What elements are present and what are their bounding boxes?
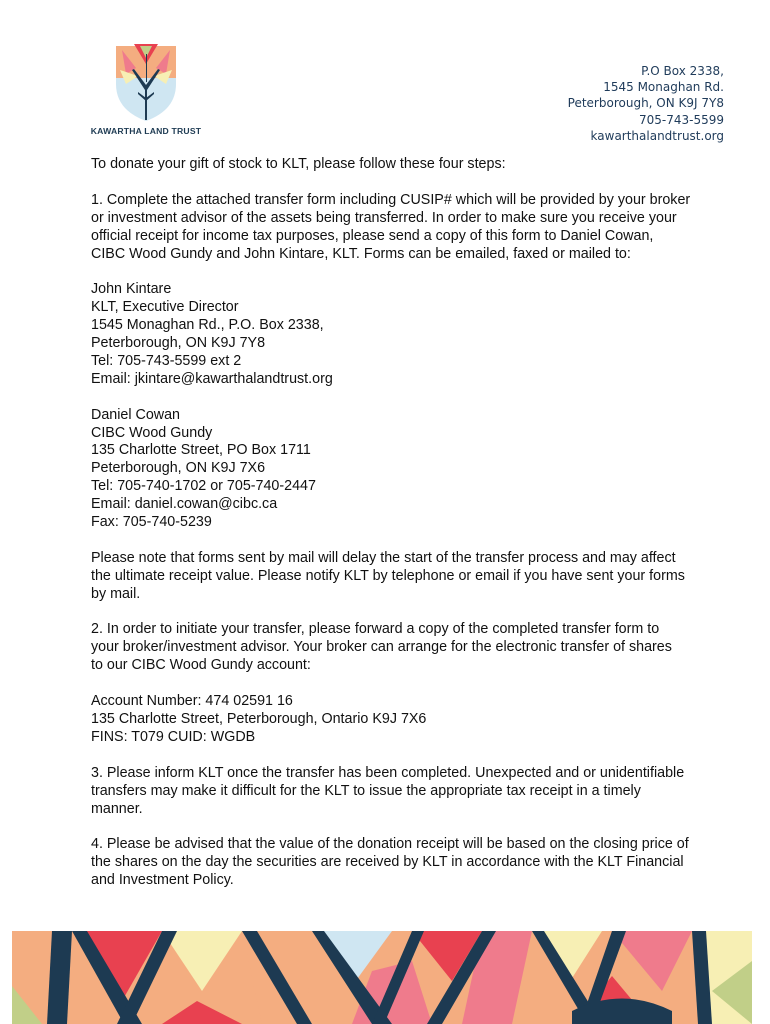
address-website: kawarthalandtrust.org xyxy=(590,128,724,143)
contact-daniel-cowan: Daniel Cowan CIBC Wood Gundy 135 Charlotte Street, PO Box 1711 Peterborough, ON K9J 7X6 Tel: 705-740-1702 or 705-740-2447 Email: daniel.cowan@cibc.ca Fax: 705-740-5239 xyxy=(91,406,316,531)
step-4-paragraph: 4. Please be advised that the value of the donation receipt will be based on the closing price of the shares on the day the securities are received by KLT in accordance with the KLT Financial and Investment Policy. xyxy=(91,836,689,889)
intro-paragraph: To donate your gift of stock to KLT, please follow these four steps: xyxy=(91,156,506,172)
logo xyxy=(88,40,204,140)
step-2-paragraph: 2. In order to initiate your transfer, please forward a copy of the completed transfer form to your broker/investment advisor. Your broker can arrange for the electronic transfer of shares to our CIBC Wood Gundy account: xyxy=(91,621,672,674)
address-block xyxy=(568,63,724,144)
account-details: Account Number: 474 02591 16 135 Charlotte Street, Peterborough, Ontario K9J 7X6 FINS: T079 CUID: WGDB xyxy=(91,693,427,745)
letter-body xyxy=(91,156,731,908)
address-phone: 705-743-5599 xyxy=(638,112,724,127)
decorative-tree-pattern-icon xyxy=(12,931,752,1024)
address-line-2: 1545 Monaghan Rd. xyxy=(603,80,724,95)
org-name: KAWARTHA LAND TRUST xyxy=(90,126,202,136)
contact-john-kintare: John Kintare KLT, Executive Director 1545 Monaghan Rd., P.O. Box 2338, Peterborough, ON K9J 7Y8 Tel: 705-743-5599 ext 2 Email: jkintare@kawarthalandtrust.org xyxy=(91,281,333,387)
tree-shield-icon xyxy=(112,40,180,122)
mail-note-paragraph: Please note that forms sent by mail will delay the start of the transfer process and may affect the ultimate receipt value. Please notify KLT by telephone or email if you have sent your forms by mail. xyxy=(91,549,685,602)
address-line-3: Peterborough, ON K9J 7Y8 xyxy=(567,96,724,111)
footer-decoration xyxy=(12,931,752,1024)
step-3-paragraph: 3. Please inform KLT once the transfer has been completed. Unexpected and or unidentifiable transfers may make it difficult for the KLT to issue the appropriate tax receipt in a timely manner. xyxy=(91,764,685,817)
step-1-paragraph: 1. Complete the attached transfer form including CUSIP# which will be provided by your broker or investment advisor of the assets being transferred. In order to make sure you receive your official receipt for income tax purposes, please send a copy of this form to Daniel Cowan, CIBC Wood Gundy and John Kintare, KLT. Forms can be emailed, faxed or mailed to: xyxy=(91,191,691,262)
address-line-1: P.O Box 2338, xyxy=(641,64,724,78)
